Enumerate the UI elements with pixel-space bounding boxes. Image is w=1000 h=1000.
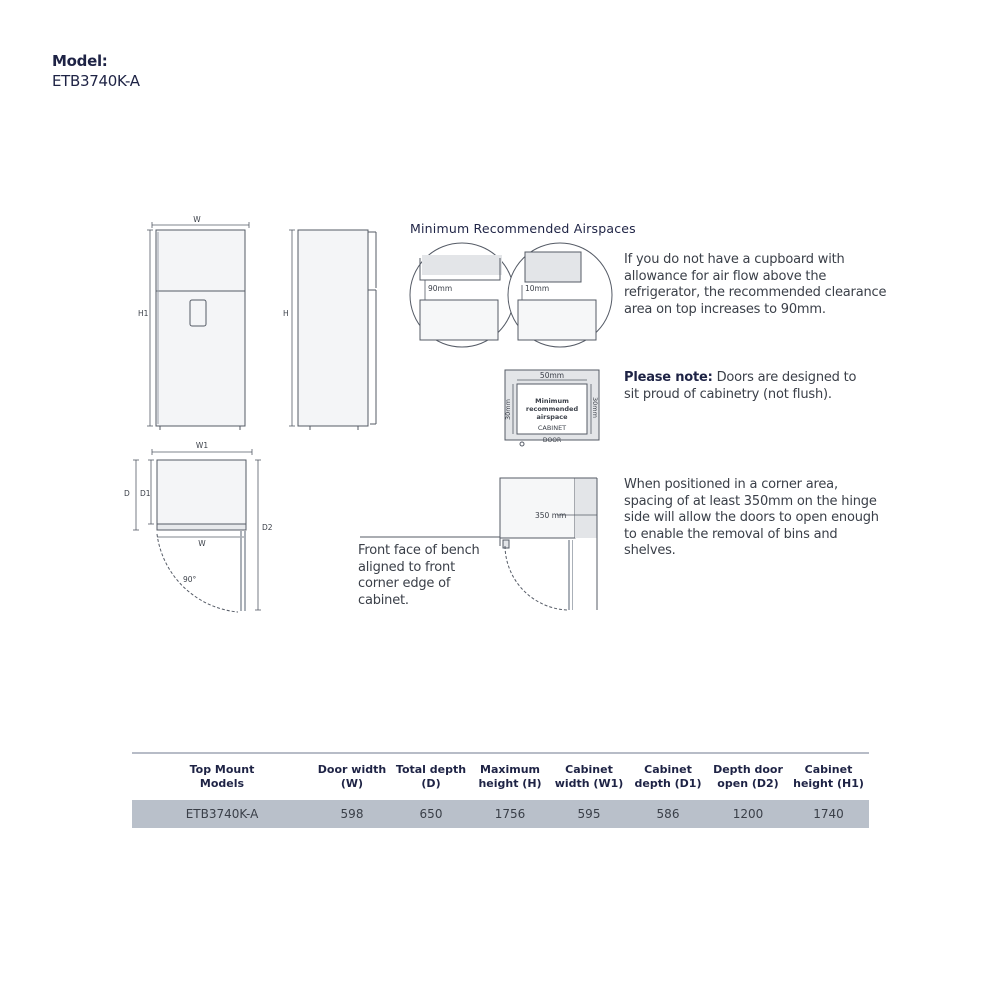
top-depth-label: D bbox=[124, 489, 130, 498]
airspace-circle-90mm bbox=[410, 243, 514, 347]
doors-note-bold: Please note: bbox=[624, 370, 713, 385]
header-cabinet-height: Cabinet height (H1) bbox=[793, 763, 864, 790]
side-height-label: H bbox=[283, 309, 289, 318]
cell-cabinet-height: 1740 bbox=[813, 807, 844, 821]
header-cabinet-width: Cabinet width (W1) bbox=[554, 763, 624, 790]
fridge-top-view bbox=[133, 449, 261, 612]
header-models: Top Mount Models bbox=[189, 763, 255, 790]
bench-note: Front face of bench aligned to front corner edge of cabinet. bbox=[358, 543, 480, 608]
cabinet-left-gap-label: 30mm bbox=[504, 399, 512, 420]
airspace-circle-10mm bbox=[508, 243, 612, 347]
cabinet-top-gap-label: 50mm bbox=[539, 371, 565, 380]
model-number: ETB3740K-A bbox=[52, 72, 140, 90]
table-header bbox=[132, 754, 869, 800]
cell-max-height: 1756 bbox=[494, 807, 526, 821]
top-door-width-label: W bbox=[198, 539, 206, 548]
corner-note: When positioned in a corner area, spacing of at least 350mm on the hinge side will allow the doors to open enough to enable the removal of bins and shelves. bbox=[624, 477, 879, 558]
corner-distance-label: 350 mm bbox=[535, 511, 567, 520]
model-label: Model: bbox=[52, 52, 108, 70]
specifications-table bbox=[132, 752, 869, 828]
cabinet-label: CABINET bbox=[537, 424, 567, 432]
cell-depth-door-open: 1200 bbox=[732, 807, 764, 821]
header-max-height: Maximum height (H) bbox=[478, 763, 542, 790]
cell-cabinet-width: 595 bbox=[577, 807, 601, 821]
fridge-front-view bbox=[147, 222, 249, 430]
fridge-side-view bbox=[289, 230, 376, 430]
airspace-heading: Minimum Recommended Airspaces bbox=[410, 221, 636, 236]
top-cabinet-depth-label: D1 bbox=[140, 489, 151, 498]
cupboard-note: If you do not have a cupboard with allowance for air flow above the refrigerator, the recommended clearance area on top increases to 90mm. bbox=[624, 252, 887, 317]
doors-note-text: Doors are designed to sit proud of cabinetry (not flush). bbox=[624, 370, 857, 402]
front-height-label: H1 bbox=[138, 309, 149, 318]
cabinet-right-gap-label: 30mm bbox=[591, 397, 599, 418]
door-label: DOOR bbox=[542, 437, 562, 444]
header-total-depth: Total depth (D) bbox=[395, 763, 467, 790]
airspace-caption-line3: airspace bbox=[536, 413, 568, 421]
header-depth-door-open: Depth door open (D2) bbox=[713, 763, 783, 790]
header-door-width: Door width (W) bbox=[317, 763, 387, 790]
cell-model: ETB3740K-A bbox=[185, 807, 259, 821]
door-angle-label: 90° bbox=[183, 575, 197, 584]
cell-door-width: 598 bbox=[340, 807, 364, 821]
door-open-depth-label: D2 bbox=[262, 523, 273, 532]
header-cabinet-depth: Cabinet depth (D1) bbox=[634, 763, 702, 790]
airspace-10mm-label: 10mm bbox=[525, 284, 550, 293]
table-row bbox=[132, 800, 869, 828]
cell-total-depth: 650 bbox=[419, 807, 443, 821]
doors-note bbox=[624, 370, 864, 403]
airspace-caption-line1: Minimum bbox=[535, 397, 569, 405]
cell-cabinet-depth: 586 bbox=[656, 807, 680, 821]
airspace-caption-line2: recommended bbox=[525, 405, 579, 413]
top-cabinet-width-label: W1 bbox=[195, 441, 209, 450]
front-width-label: W bbox=[193, 215, 201, 224]
airspace-90mm-label: 90mm bbox=[428, 284, 453, 293]
